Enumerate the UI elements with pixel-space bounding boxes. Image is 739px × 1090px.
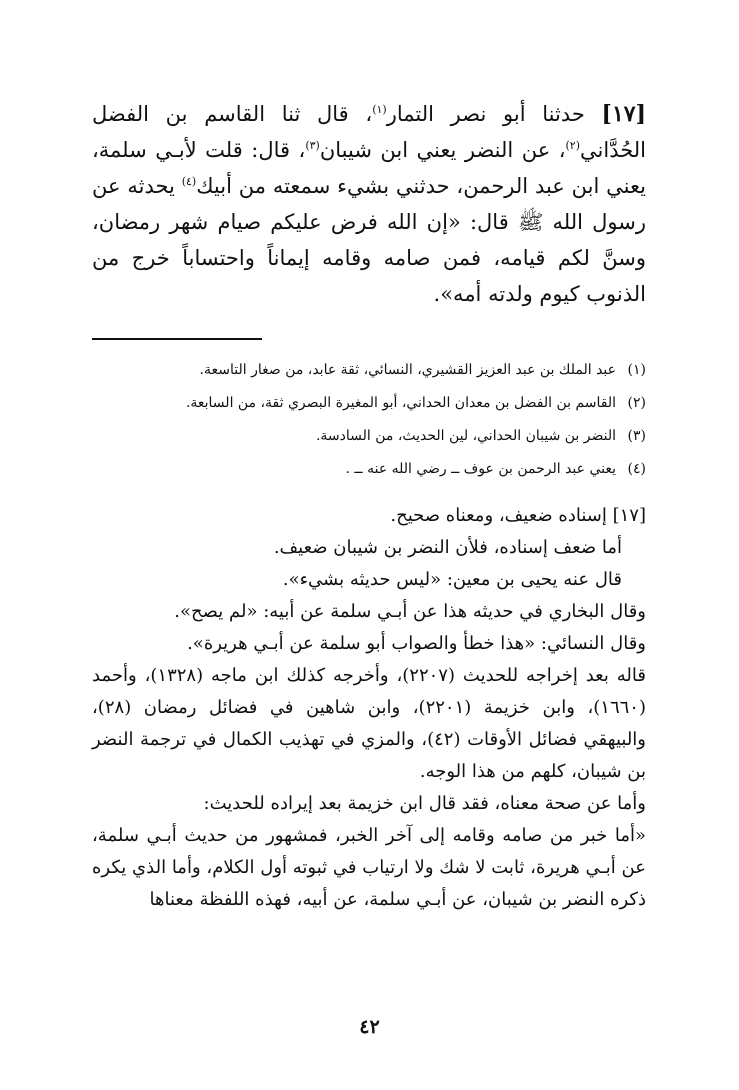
footnote-item — [92, 387, 646, 420]
footnote-divider — [92, 338, 262, 340]
hadith-number: [١٧] — [601, 101, 646, 127]
commentary-paragraph: قاله بعد إخراجه للحديث (٢٢٠٧)، وأخرجه كذلك ابن ماجه (١٣٢٨)، وأحمد (١٦٦٠)، وابن خزيمة (٢٢٠١)، وابن شاهين في فضائل رمضان (٢٨)، والبيهقي فضائل الأوقات (٤٢)، والمزي في تهذيب الكمال في ترجمة النضر بن شيبان، كلهم من هذا الوجه. — [92, 665, 647, 782]
footnote-item — [92, 354, 646, 387]
commentary-paragraph: قال عنه يحيى بن معين: «ليس حديثه بشيء». — [282, 569, 622, 590]
commentary-section — [92, 500, 646, 916]
commentary-quote: «أما خبر من صامه وقامه إلى آخر الخبر، فمشهور من حديث أبـي سلمة، عن أبـي هريرة، ثابت لا شك ولا ارتياب في ثبوته أول الكلام، وأما الذي يكره ذكره النضر بن شيبان، عن أبـي سلمة، عن أبيه، فهذه اللفظة معناها — [92, 825, 646, 910]
footnote-item — [92, 420, 646, 453]
book-page — [92, 96, 646, 1056]
footnotes-list — [92, 354, 646, 486]
footnote-text: النضر بن شيبان الحداني، لين الحديث، من السادسة. — [315, 428, 616, 444]
page-number: ٤٢ — [359, 1016, 380, 1038]
footnote-item — [92, 453, 646, 486]
commentary-heading: [١٧] إسناده ضعيف، ومعناه صحيح. — [390, 505, 646, 526]
footnote-number: (٤) — [627, 461, 646, 477]
footnote-ref-1[interactable]: (١) — [372, 103, 387, 116]
hadith-segment-2: ، قال ثنا القاسم بن الفضل الحُدَّاني — [92, 102, 647, 162]
commentary-paragraph: وأما عن صحة معناه، فقد قال ابن خزيمة بعد إيراده للحديث: — [203, 793, 646, 814]
footnote-text: القاسم بن الفضل بن معدان الحداني، أبو المغيرة البصري ثقة، من السابعة. — [185, 395, 616, 411]
hadith-text — [92, 96, 646, 312]
hadith-segment-5: يحدثه عن رسول الله ﷺ قال: «إن الله فرض عليكم صيام شهر رمضان، وسنَّ لكم قيامه، فمن صامه وقامه إيماناً واحتساباً خرج من الذنوب كيوم ولدته أمه». — [92, 174, 646, 306]
hadith-segment-4: ، قال: قلت لأبـي سلمة، يعني ابن عبد الرحمن، حدثني بشيء سمعته من أبيك — [92, 138, 646, 198]
footnote-number: (٢) — [627, 395, 646, 411]
footnote-text: عبد الملك بن عبد العزيز القشيري، النسائي، ثقة عابد، من صغار التاسعة. — [199, 362, 616, 378]
footnote-ref-3[interactable]: (٣) — [305, 139, 320, 152]
footnote-number: (٣) — [627, 428, 646, 444]
hadith-segment-1: حدثنا أبو نصر التمار — [386, 102, 585, 126]
footnote-text: يعني عبد الرحمن بن عوف ــ رضي الله عنه ــ . — [345, 461, 616, 477]
footnote-ref-4[interactable]: (٤) — [181, 175, 197, 188]
footnote-number: (١) — [627, 362, 646, 378]
hadith-segment-3: ، عن النضر يعني ابن شيبان — [319, 138, 566, 162]
commentary-paragraph: وقال البخاري في حديثه هذا عن أبـي سلمة عن أبيه: «لم يصح». — [174, 601, 646, 622]
footnote-ref-2[interactable]: (٢) — [565, 139, 581, 152]
commentary-paragraph: أما ضعف إسناده، فلأن النضر بن شيبان ضعيف. — [273, 537, 622, 558]
commentary-paragraph: وقال النسائي: «هذا خطأ والصواب أبو سلمة عن أبـي هريرة». — [187, 633, 646, 654]
